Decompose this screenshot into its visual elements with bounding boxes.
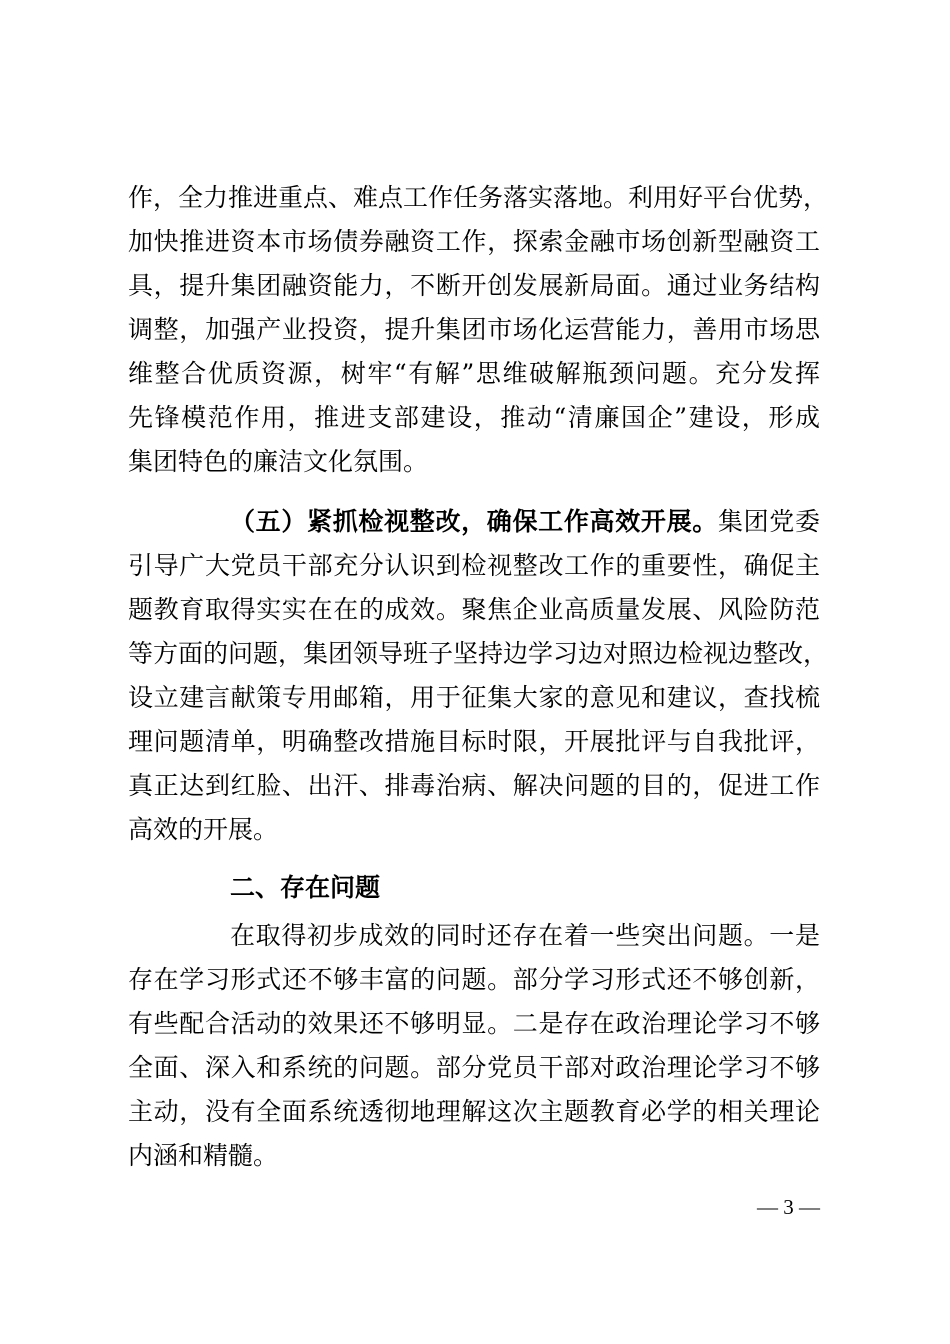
body-text-line: 有些配合活动的效果还不够明显。二是存在政治理论学习不够 bbox=[128, 1009, 820, 1038]
body-text-line: 集团特色的廉洁文化氛围。 bbox=[128, 447, 429, 476]
body-text-line: 真正达到红脸、出汗、排毒治病、解决问题的目的，促进工作 bbox=[128, 771, 820, 800]
body-text-line: 存在学习形式还不够丰富的问题。部分学习形式还不够创新， bbox=[128, 965, 820, 994]
body-text-line: 引导广大党员干部充分认识到检视整改工作的重要性，确促主 bbox=[128, 551, 820, 580]
body-text-line: 内涵和精髓。 bbox=[128, 1141, 279, 1170]
body-text-line: 高效的开展。 bbox=[128, 815, 279, 844]
body-text-line: 题教育取得实实在在的成效。聚焦企业高质量发展、风险防范 bbox=[128, 595, 820, 624]
body-text-line: 具，提升集团融资能力，不断开创发展新局面。通过业务结构 bbox=[128, 271, 820, 300]
body-text-line: 调整，加强产业投资，提升集团市场化运营能力，善用市场思 bbox=[128, 315, 820, 344]
body-text-line: 作，全力推进重点、难点工作任务落实落地。利用好平台优势， bbox=[128, 183, 829, 212]
subsection-first-line bbox=[230, 500, 820, 544]
body-text-line: 等方面的问题，集团领导班子坚持边学习边对照边检视边整改， bbox=[128, 639, 829, 668]
body-text-line: 加快推进资本市场债券融资工作，探索金融市场创新型融资工 bbox=[128, 227, 820, 256]
body-text-line: 全面、深入和系统的问题。部分党员干部对政治理论学习不够 bbox=[128, 1053, 820, 1082]
body-text-line: 先锋模范作用，推进支部建设，推动“清廉国企”建设，形成 bbox=[128, 403, 820, 432]
body-text-line: 维整合优质资源，树牢“有解”思维破解瓶颈问题。充分发挥 bbox=[128, 359, 820, 388]
body-text-line: 在取得初步成效的同时还存在着一些突出问题。一是 bbox=[230, 921, 820, 950]
page-number: — 3 — bbox=[757, 1195, 820, 1219]
body-text-line: 理问题清单，明确整改措施目标时限，开展批评与自我批评， bbox=[128, 727, 820, 756]
subsection-title: （五）紧抓检视整改，确保工作高效开展。 bbox=[230, 507, 718, 536]
section-heading: 二、存在问题 bbox=[230, 873, 381, 902]
body-text-line: 设立建言献策专用邮箱，用于征集大家的意见和建议，查找梳 bbox=[128, 683, 820, 712]
body-text-line: 主动，没有全面系统透彻地理解这次主题教育必学的相关理论 bbox=[128, 1097, 820, 1126]
body-text-segment: 集团党委 bbox=[717, 507, 820, 536]
